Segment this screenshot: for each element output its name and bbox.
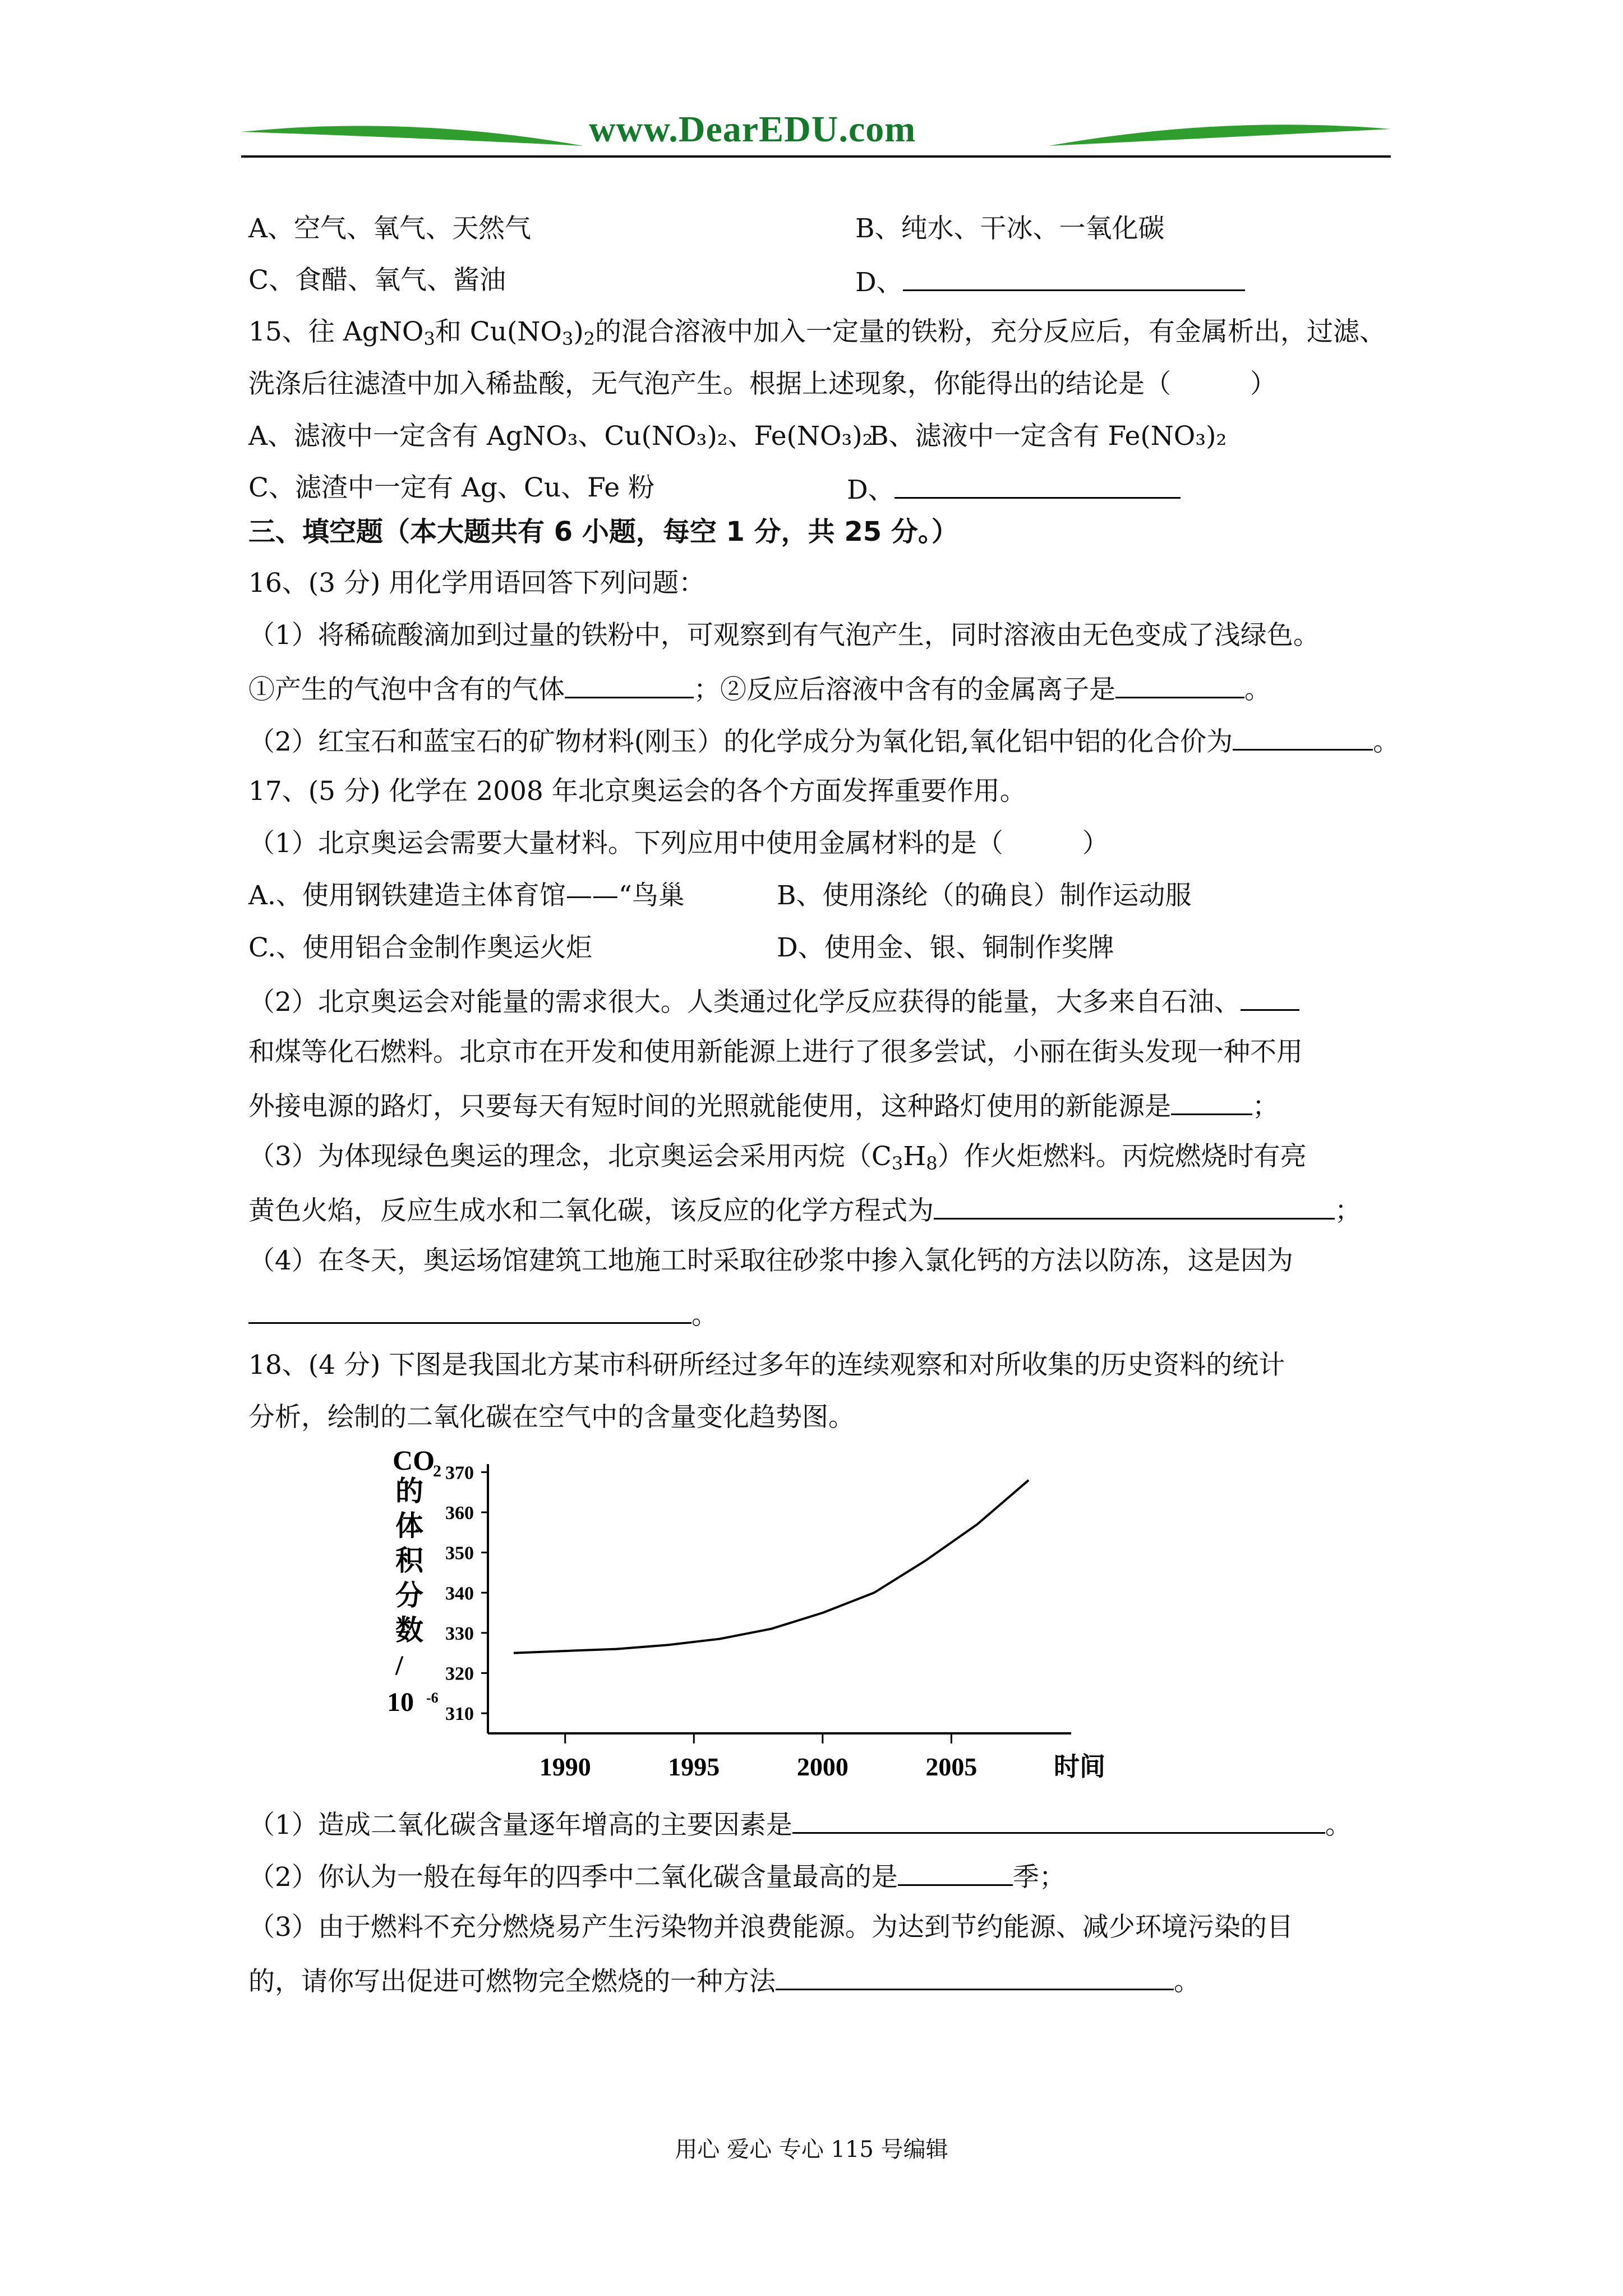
x-axis-label: 时间 <box>1054 1752 1105 1781</box>
header-rule <box>241 155 1391 158</box>
q18-factor-blank[interactable] <box>792 1806 1325 1834</box>
y-tick-label: 360 <box>445 1502 474 1524</box>
q16-valence-blank[interactable] <box>1233 723 1373 751</box>
q14-option-b: B、纯水、干冰、一氧化碳 <box>855 213 1165 244</box>
y-label-char: 体 <box>395 1510 423 1542</box>
page-footer: 用心 爱心 专心 115 号编辑 <box>675 2137 948 2162</box>
site-logo[interactable]: www.DearEDU.com <box>589 109 916 150</box>
left-leaf-decoration <box>241 115 589 154</box>
series-line-co2 <box>514 1480 1029 1653</box>
q18-season-blank[interactable] <box>898 1858 1013 1886</box>
y-tick-label: 320 <box>445 1663 474 1685</box>
q18-part3-line2: 的，请你写出促进可燃物完全燃烧的一种方法 。 <box>248 1963 1200 1999</box>
q15-option-a: A、滤液中一定含有 AgNO₃、Cu(NO₃)₂、Fe(NO₃)₂ <box>248 421 873 452</box>
y-tick-label: 350 <box>445 1543 474 1564</box>
q15-option-d: D、 <box>847 471 1181 507</box>
page-header <box>241 104 1391 165</box>
q17-part2-line2: 和煤等化石燃料。北京市在开发和使用新能源上进行了很多尝试，小丽在街头发现一种不用 <box>248 1037 1303 1068</box>
q17-part3-line1: （3）为体现绿色奥运的理念，北京奥运会采用丙烷$(C_3H_8)$作火炬燃料。丙烷燃烧时有亮 <box>248 1141 1307 1174</box>
y-label-char: 数 <box>395 1614 423 1646</box>
q14-option-d: D、 <box>855 264 1245 300</box>
q16-stem: 16、(3 分) 用化学用语回答下列问题： <box>248 568 706 599</box>
q17-part2-line3: 外接电源的路灯，只要每天有短时间的光照就能使用，这种路灯使用的新能源是 ； <box>248 1088 1279 1124</box>
y-label-char: 积 <box>395 1545 423 1576</box>
series-group <box>514 1480 1029 1653</box>
q17-energy-blank[interactable] <box>1171 1088 1252 1115</box>
q17-part4: （4）在冬天，奥运场馆建筑工地施工时采取往砂浆中掺入氯化钙的方法以防冻，这是因为 <box>248 1245 1293 1276</box>
x-tick-label: 2000 <box>796 1752 849 1781</box>
q15-option-b: B、滤液中一定含有 Fe(NO₃)₂ <box>869 421 1227 452</box>
q18-part3-line1: （3）由于燃料不充分燃烧易产生污染物并浪费能源。为达到节约能源、减少环境污染的目 <box>248 1912 1293 1943</box>
y-tick-label: 370 <box>445 1462 474 1484</box>
y-label-unit-exp: -6 <box>426 1690 439 1706</box>
q16-part1: （1）将稀硫酸滴加到过量的铁粉中，可观察到有气泡产生，同时溶液由无色变成了浅绿色。 <box>248 620 1320 651</box>
y-label-co2: CO <box>393 1444 435 1476</box>
q17-option-c: C.、使用铝合金制作奥运火炬 <box>248 932 593 963</box>
q18-stem-line1: 18、(4 分) 下图是我国北方某市科研所经过多年的连续观察和对所收集的历史资料的统计 <box>248 1350 1285 1381</box>
q15-option-c: C、滤渣中一定有 Ag、Cu、Fe 粉 <box>248 472 654 503</box>
y-label-co2-sub: 2 <box>433 1462 441 1480</box>
y-label-char: 的 <box>395 1475 423 1507</box>
q15-stem-line1: 15、往 AgNO$_3$和 $Cu(NO_3)_2$的混合溶液中加入一定量的铁粉，充分反应后，有金属析出，过滤、 <box>248 316 1386 349</box>
q17-equation-blank[interactable] <box>934 1192 1335 1220</box>
q16-part2: （2）红宝石和蓝宝石的矿物材料(刚玉）的化学成分为氧化铝,氧化铝中铝的化合价为 。 <box>248 723 1399 759</box>
q18-part2: （2）你认为一般在每年的四季中二氧化碳含量最高的是 季； <box>248 1858 1066 1894</box>
q16-ion-blank[interactable] <box>1115 671 1244 698</box>
q17-option-d: D、使用金、银、铜制作奖牌 <box>777 932 1114 963</box>
co2-trend-chart <box>370 1442 1166 1789</box>
q18-part1: （1）造成二氧化碳含量逐年增高的主要因素是 。 <box>248 1806 1352 1842</box>
q17-stem: 17、(5 分) 化学在 2008 年北京奥运会的各个方面发挥重要作用。 <box>248 776 1026 807</box>
q17-option-a: A.、使用钢铁建造主体育馆——“鸟巢 <box>248 880 685 911</box>
q16-part1-blanks: ①产生的气泡中含有的气体 ；②反应后溶液中含有的金属离子是 。 <box>248 671 1271 707</box>
q17-option-b: B、使用涤纶（的确良）制作运动服 <box>777 880 1192 911</box>
x-tick-label: 2005 <box>925 1752 978 1781</box>
section-title: 三、填空题（本大题共有 6 小题，每空 1 分，共 25 分。） <box>248 516 958 547</box>
y-axis-label <box>387 1444 441 1717</box>
q14-option-a: A、空气、氧气、天然气 <box>248 213 531 244</box>
y-label-char: 分 <box>395 1580 423 1611</box>
y-label-unit: 10 <box>387 1687 414 1717</box>
q15-answer-blank[interactable] <box>895 471 1181 499</box>
q14-answer-blank[interactable] <box>903 264 1245 291</box>
right-leaf-decoration <box>1043 115 1391 154</box>
y-tick-label: 340 <box>445 1583 474 1604</box>
q18-method-blank[interactable] <box>776 1963 1174 1990</box>
y-tick-labels <box>445 1462 488 1724</box>
x-tick-label: 1995 <box>668 1752 720 1781</box>
x-tick-label: 1990 <box>539 1752 591 1781</box>
x-tick-labels <box>540 1733 1105 1781</box>
q17-part1: （1）北京奥运会需要大量材料。下列应用中使用金属材料的是（ ） <box>248 828 1109 859</box>
q16-gas-blank[interactable] <box>565 671 694 698</box>
q14-option-c: C、食醋、氧气、酱油 <box>248 265 506 296</box>
q17-part4-blank-line: 。 <box>248 1296 718 1332</box>
q17-part2-line1: （2）北京奥运会对能量的需求很大。人类通过化学反应获得的能量，大多来自石油、 <box>248 983 1299 1019</box>
y-tick-label: 310 <box>445 1704 474 1725</box>
chart-axes <box>488 1464 1071 1733</box>
q18-stem-line2: 分析，绘制的二氧化碳在空气中的含量变化趋势图。 <box>248 1402 855 1433</box>
q17-fuel-blank[interactable] <box>1241 983 1299 1011</box>
y-tick-label: 330 <box>445 1623 474 1644</box>
q15-stem-line2: 洗涤后往滤渣中加入稀盐酸，无气泡产生。根据上述现象，你能得出的结论是（ ） <box>248 369 1276 399</box>
y-label-char: / <box>395 1649 403 1681</box>
q17-part3-line2: 黄色火焰，反应生成水和二氧化碳，该反应的化学方程式为 ； <box>248 1192 1361 1228</box>
q17-reason-blank[interactable] <box>248 1296 691 1324</box>
